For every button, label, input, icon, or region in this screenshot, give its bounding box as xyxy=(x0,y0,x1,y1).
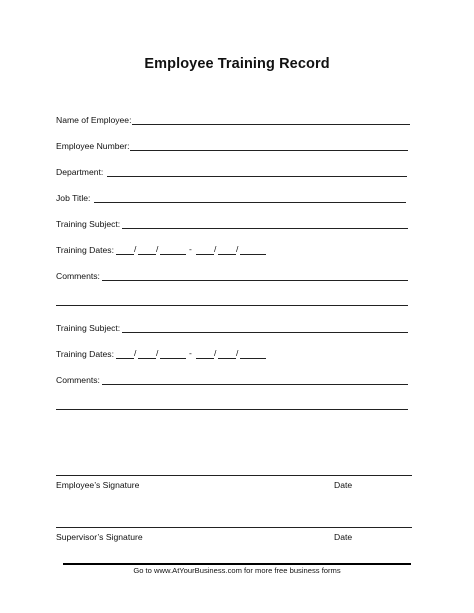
comments-label-1: Comments: xyxy=(56,271,100,281)
employee-number-line[interactable] xyxy=(130,150,408,151)
comments-line-1[interactable] xyxy=(102,280,408,281)
date-slash: / xyxy=(134,348,137,358)
department-line[interactable] xyxy=(107,176,407,177)
date-slash: / xyxy=(134,244,137,254)
end-year-field-1[interactable] xyxy=(240,254,266,255)
footer-divider xyxy=(63,563,411,565)
employee-number-label: Employee Number: xyxy=(56,141,130,151)
training-subject-label-2: Training Subject: xyxy=(56,323,121,333)
training-dates-row-1 xyxy=(56,245,286,259)
training-dates-row-2 xyxy=(56,349,286,363)
training-dates-label-2: Training Dates: xyxy=(56,349,114,359)
start-year-field-2[interactable] xyxy=(160,358,186,359)
comments-row-1 xyxy=(56,271,412,285)
comments-line-2[interactable] xyxy=(102,384,408,385)
job-title-line[interactable] xyxy=(94,202,406,203)
start-month-field-1[interactable] xyxy=(116,254,134,255)
employee-signature-line[interactable] xyxy=(56,475,412,476)
start-day-field-2[interactable] xyxy=(138,358,156,359)
department-row xyxy=(56,167,412,181)
training-subject-row-2 xyxy=(56,323,412,337)
training-subject-line-1[interactable] xyxy=(122,228,408,229)
start-month-field-2[interactable] xyxy=(116,358,134,359)
start-day-field-1[interactable] xyxy=(138,254,156,255)
form-title: Employee Training Record xyxy=(144,56,330,72)
training-subject-label-1: Training Subject: xyxy=(56,219,121,229)
date-dash: - xyxy=(189,244,192,254)
department-label: Department: xyxy=(56,167,104,177)
training-subject-line-2[interactable] xyxy=(122,332,408,333)
end-year-field-2[interactable] xyxy=(240,358,266,359)
date-slash: / xyxy=(236,244,239,254)
employee-number-row xyxy=(56,141,412,155)
comments-extra-line-1[interactable] xyxy=(56,305,408,306)
end-month-field-2[interactable] xyxy=(196,358,214,359)
end-day-field-2[interactable] xyxy=(218,358,236,359)
end-day-field-1[interactable] xyxy=(218,254,236,255)
footer-text: Go to www.AtYourBusiness.com for more free business forms xyxy=(133,566,341,575)
name-of-employee-label: Name of Employee: xyxy=(56,115,132,125)
employee-signature-label: Employee’s Signature xyxy=(56,480,140,490)
comments-row-2 xyxy=(56,375,412,389)
training-dates-label-1: Training Dates: xyxy=(56,245,114,255)
date-slash: / xyxy=(156,244,159,254)
date-slash: / xyxy=(214,348,217,358)
name-of-employee-line[interactable] xyxy=(132,124,410,125)
job-title-label: Job Title: xyxy=(56,193,91,203)
supervisor-signature-date-label: Date xyxy=(334,532,353,542)
date-slash: / xyxy=(236,348,239,358)
supervisor-signature-label: Supervisor’s Signature xyxy=(56,532,143,542)
date-dash: - xyxy=(189,348,192,358)
start-year-field-1[interactable] xyxy=(160,254,186,255)
job-title-row xyxy=(56,193,412,207)
employee-signature-date-label: Date xyxy=(334,480,353,490)
comments-extra-line-2[interactable] xyxy=(56,409,408,410)
name-of-employee-row xyxy=(56,115,412,129)
date-slash: / xyxy=(156,348,159,358)
end-month-field-1[interactable] xyxy=(196,254,214,255)
supervisor-signature-line[interactable] xyxy=(56,527,412,528)
comments-label-2: Comments: xyxy=(56,375,100,385)
date-slash: / xyxy=(214,244,217,254)
training-subject-row-1 xyxy=(56,219,412,233)
